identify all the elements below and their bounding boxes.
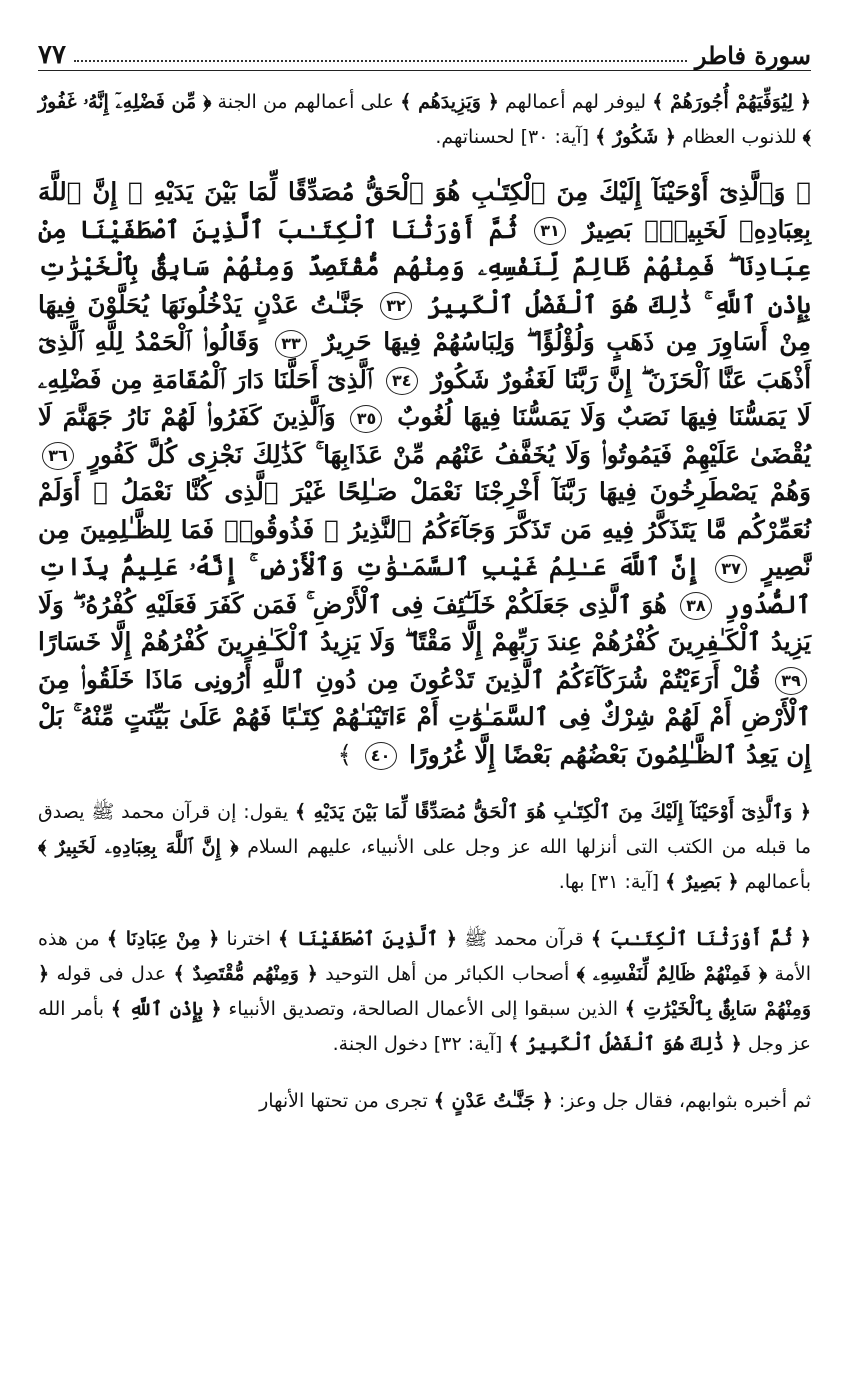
commentary-text: اخترنا <box>219 928 279 950</box>
verse-38: إِنَّ ٱللَّهَ عَـٰلِمُ غَيْبِ ٱلسَّمَـٰوَٰتِ وَٱلْأَرْضِ ۚ إِنَّهُۥ عَلِيمٌۢ بِذَاتِ ٱلصُّدُورِ <box>38 552 812 619</box>
quran-quote: ﴿ شَكُورٌ ﴾ <box>595 126 677 148</box>
tafsir-paragraph-32 <box>38 922 811 1062</box>
ayah-number-marker: ٤٠ <box>365 742 397 770</box>
surah-title: سورة فاطر <box>694 41 811 70</box>
quran-quote: ﴿ بَصِيرٌ ﴾ <box>665 871 739 893</box>
quran-quote: ﴿ ثُمَّ أَوْرَثْنَا ٱلْكِتَـٰبَ ﴾ <box>590 928 811 950</box>
closing-bracket: ﴾ <box>337 739 353 769</box>
commentary-text: ثم أخبره بثوابهم، فقال جل وعز: <box>552 1090 811 1112</box>
commentary-text: بأمر الله عز وجل <box>38 998 811 1055</box>
ayah-number-marker: ٣٨ <box>680 592 712 620</box>
commentary-text: [آية: ٣٠] لحسناتهم. <box>435 126 596 148</box>
quran-quote: ﴿ لِيُوَفِّيَهُمْ أُجُورَهُمْ ﴾ <box>652 91 811 113</box>
verse-37: وَهُمْ يَصْطَرِخُونَ فِيهَا رَبَّنَآ أَخْرِجْنَا نَعْمَلْ صَـٰلِحًا غَيْرَ ٱلَّذِى كُنَّا نَعْمَلُ ۚ أَوَلَمْ نُعَمِّرْكُم مَّا يَتَذَكَّرُ فِيهِ مَن تَذَكَّرَ وَجَآءَكُمُ ٱلنَّذِيرُ ۖ فَذُوقُوا۟ فَمَا لِلظَّـٰلِمِينَ مِن نَّصِيرٍ <box>38 477 811 581</box>
commentary-text: الذين سبقوا إلى الأعمال الصالحة، وتصديق الأنبياء <box>221 998 625 1020</box>
quran-quote: ﴿ مِّن فَضْلِهِۦٓ إِنَّهُۥ غَفُورٌ ﴾ <box>38 91 811 148</box>
page-number: ٧٧ <box>38 40 66 70</box>
verse-31: ﴿ وَٱلَّذِىٓ أَوْحَيْنَآ إِلَيْكَ مِنَ ٱلْكِتَـٰبِ هُوَ ٱلْحَقُّ مُصَدِّقًا لِّمَا بَيْنَ يَدَيْهِ ۗ إِنَّ ٱللَّهَ بِعِبَادِهِۦ لَخَبِيرٌۢ بَصِيرٌ <box>38 177 812 244</box>
quran-quote: ﴿ وَٱلَّذِىٓ أَوْحَيْنَآ إِلَيْكَ مِنَ ٱلْكِتَـٰبِ هُوَ ٱلْحَقُّ مُصَدِّقًا لِّمَا بَيْنَ يَدَيْهِ ﴾ <box>295 801 811 823</box>
quran-quote: ﴿ ذَٰلِكَ هُوَ ٱلْفَضْلُ ٱلْكَبِيرُ ﴾ <box>508 1033 742 1055</box>
header-dot-leader <box>74 60 687 62</box>
verse-40: قُلْ أَرَءَيْتُمْ شُرَكَآءَكُمُ ٱلَّذِينَ تَدْعُونَ مِن دُونِ ٱللَّهِ أَرُونِى مَاذَا خَلَقُوا۟ مِنَ ٱلْأَرْضِ أَمْ لَهُمْ شِرْكٌ فِى ٱلسَّمَـٰوَٰتِ أَمْ ءَاتَيْنَـٰهُمْ كِتَـٰبًا فَهُمْ عَلَىٰ بَيِّنَتٍ مِّنْهُ ۚ بَلْ إِن يَعِدُ ٱلظَّـٰلِمُونَ بَعْضُهُم بَعْضًا إِلَّا غُرُورًا <box>38 664 811 769</box>
commentary-text: [آية: ٣٢] دخول الجنة. <box>332 1033 509 1055</box>
commentary-text: [آية: ٣١] بها. <box>558 871 666 893</box>
verse-39: هُوَ ٱلَّذِى جَعَلَكُمْ خَلَـٰٓئِفَ فِى ٱلْأَرْضِ ۚ فَمَن كَفَرَ فَعَلَيْهِ كُفْرُهُۥ ۖ وَلَا يَزِيدُ ٱلْكَـٰفِرِينَ كُفْرُهُمْ عِندَ رَبِّهِمْ إِلَّا مَقْتًا ۖ وَلَا يَزِيدُ ٱلْكَـٰفِرِينَ كُفْرُهُمْ إِلَّا خَسَارًا <box>38 589 811 656</box>
commentary-text: عدل فى قوله <box>49 963 174 985</box>
ayah-number-marker: ٣٧ <box>715 555 747 583</box>
quran-quote: ﴿ ٱلَّذِينَ ٱصْطَفَيْنَا ﴾ <box>278 928 458 950</box>
commentary-text: تجرى من تحتها الأنهار <box>259 1090 434 1112</box>
commentary-text: للذنوب العظام <box>676 126 803 148</box>
page-header <box>38 30 811 71</box>
verse-36: وَٱلَّذِينَ كَفَرُوا۟ لَهُمْ نَارُ جَهَنَّمَ لَا يُقْضَىٰ عَلَيْهِمْ فَيَمُوتُوا۟ وَلَا يُخَفَّفُ عَنْهُم مِّنْ عَذَابِهَا ۚ كَذَٰلِكَ نَجْزِى كُلَّ كَفُورٍ <box>38 402 811 469</box>
ayah-number-marker: ٣٣ <box>275 330 307 358</box>
commentary-text: من هذه الأمة <box>38 928 811 985</box>
verse-32: ثُمَّ أَوْرَثْنَا ٱلْكِتَـٰبَ ٱلَّذِينَ ٱصْطَفَيْنَا مِنْ عِبَادِنَا ۖ فَمِنْهُمْ ظَالِمٌ لِّنَفْسِهِۦ وَمِنْهُم مُّقْتَصِدٌ وَمِنْهُمْ سَابِقٌۢ بِٱلْخَيْرَٰتِ بِإِذْنِ ٱللَّهِ ۚ ذَٰلِكَ هُوَ ٱلْفَضْلُ ٱلْكَبِيرُ <box>38 214 812 319</box>
verse-34: وَقَالُوا۟ ٱلْحَمْدُ لِلَّهِ ٱلَّذِىٓ أَذْهَبَ عَنَّا ٱلْحَزَنَ ۖ إِنَّ رَبَّنَا لَغَفُورٌ شَكُورٌ <box>38 327 812 394</box>
commentary-text: على أعمالهم من الجنة <box>211 91 401 113</box>
ayah-number-marker: ٣٤ <box>386 367 418 395</box>
ayah-number-marker: ٣٥ <box>350 405 382 433</box>
tafsir-paragraph-30 <box>38 85 811 155</box>
commentary-text: يقول: إن قرآن محمد ﷺ يصدق ما قبله من الكتب التى أنزلها الله عز وجل على الأنبياء، عليهم السلام <box>38 801 812 858</box>
tafsir-paragraph-33 <box>38 1084 811 1119</box>
verse-35: ٱلَّذِىٓ أَحَلَّنَا دَارَ ٱلْمُقَامَةِ مِن فَضْلِهِۦ لَا يَمَسُّنَا فِيهَا نَصَبٌ وَلَا يَمَسُّنَا فِيهَا لُغُوبٌ <box>38 364 812 431</box>
commentary-text: بأعمالهم <box>738 871 811 893</box>
quran-quote: ﴿ إِنَّ ٱللَّهَ بِعِبَادِهِۦ لَخَبِيرٌ ﴾ <box>38 836 239 858</box>
quran-quote: ﴿ فَمِنْهُمْ ظَالِمٌ لِّنَفْسِهِۦ ﴾ <box>576 963 768 985</box>
quran-quote: ﴿ مِنْ عِبَادِنَا ﴾ <box>106 928 220 950</box>
ayah-number-marker: ٣٦ <box>42 442 74 470</box>
quran-verses-block <box>38 173 811 773</box>
verse-33: جَنَّـٰتُ عَدْنٍ يَدْخُلُونَهَا يُحَلَّوْنَ فِيهَا مِنْ أَسَاوِرَ مِن ذَهَبٍ وَلُؤْلُؤًا ۖ وَلِبَاسُهُمْ فِيهَا حَرِيرٌ <box>38 289 812 356</box>
commentary-text: أصحاب الكبائر من أهل التوحيد <box>317 963 577 985</box>
quran-quote: ﴿ جَنَّـٰتُ عَدْنٍ ﴾ <box>433 1090 553 1112</box>
ayah-number-marker: ٣٩ <box>775 667 807 695</box>
quran-quote: ﴿ وَمِنْهُم مُّقْتَصِدٌ ﴾ <box>173 963 318 985</box>
tafsir-paragraph-31 <box>38 795 811 900</box>
quran-quote: ﴿ وَيَزِيدَهُم ﴾ <box>400 91 499 113</box>
commentary-text: قرآن محمد ﷺ <box>457 928 591 950</box>
ayah-number-marker: ٣٢ <box>380 292 412 320</box>
ayah-number-marker: ٣١ <box>534 217 566 245</box>
quran-quote: ﴿ وَمِنْهُمْ سَابِقٌۢ بِٱلْخَيْرَٰتِ ﴾ <box>38 963 811 1020</box>
quran-quote: ﴿ بِإِذْنِ ٱللَّهِ ﴾ <box>110 998 222 1020</box>
commentary-text: ليوفر لهم أعمالهم <box>498 91 653 113</box>
